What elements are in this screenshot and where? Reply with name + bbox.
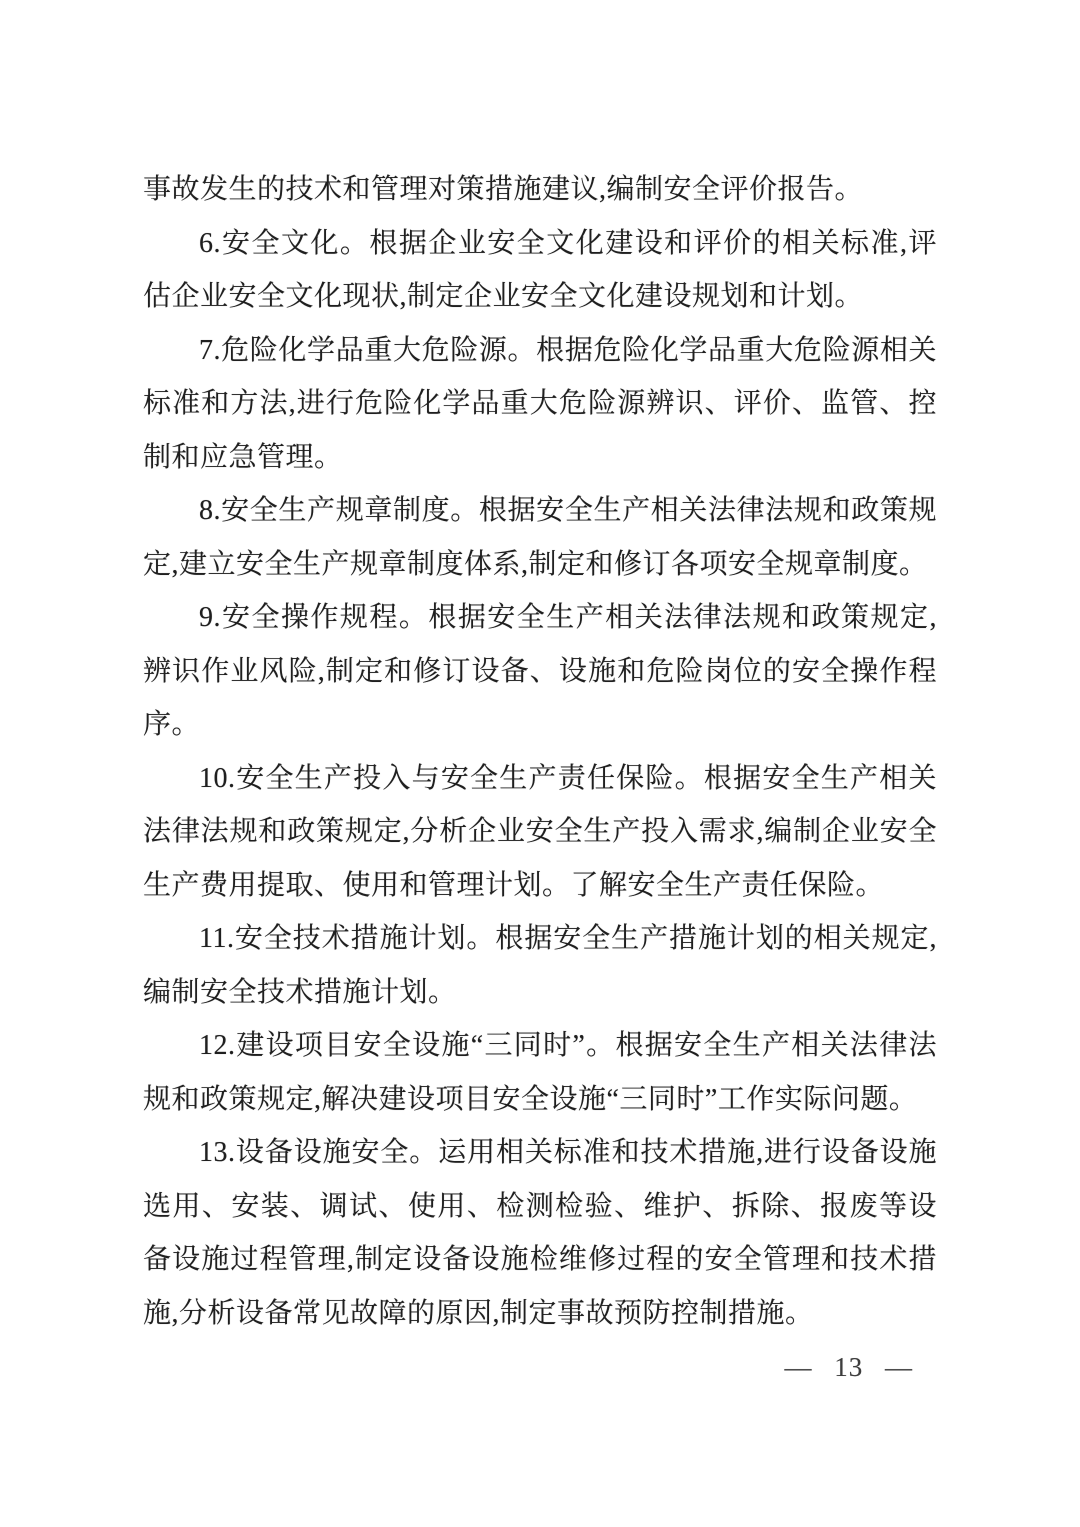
paragraph-continuation: 事故发生的技术和管理对策措施建议,编制安全评价报告。 [143, 174, 864, 205]
paragraph-item-9: 9.安全操作规程。根据安全生产相关法律法规和政策规定,辨识作业风险,制定和修订设备、设施和危险岗位的安全操作程序。 [143, 602, 937, 740]
paragraph-item-11: 11.安全技术措施计划。根据安全生产措施计划的相关规定,编制安全技术措施计划。 [143, 923, 937, 1008]
page-footer [785, 1349, 914, 1385]
paragraph-item-12: 12.建设项目安全设施“三同时”。根据安全生产相关法律法规和政策规定,解决建设项目安全设施“三同时”工作实际问题。 [143, 1030, 937, 1115]
paragraph-item-7: 7.危险化学品重大危险源。根据危险化学品重大危险源相关标准和方法,进行危险化学品重大危险源辨识、评价、监管、控制和应急管理。 [143, 334, 937, 473]
paragraph-item-6: 6.安全文化。根据企业安全文化建设和评价的相关标准,评估企业安全文化现状,制定企业安全文化建设规划和计划。 [143, 227, 937, 312]
paragraph-item-13: 13.设备设施安全。运用相关标准和技术措施,进行设备设施选用、安装、调试、使用、检测检验、维护、拆除、报废等设备设施过程管理,制定设备设施检维修过程的安全管理和技术措施,分析设备常见故障的原因,制定事故预防控制措施。 [143, 1137, 937, 1329]
paragraph-item-10: 10.安全生产投入与安全生产责任保险。根据安全生产相关法律法规和政策规定,分析企业安全生产投入需求,编制企业安全生产费用提取、使用和管理计划。了解安全生产责任保险。 [143, 762, 937, 901]
page-number: — 13 — [784, 1352, 913, 1382]
paragraph-item-8: 8.安全生产规章制度。根据安全生产相关法律法规和政策规定,建立安全生产规章制度体系,制定和修订各项安全规章制度。 [143, 495, 937, 580]
document-text [143, 163, 937, 1340]
